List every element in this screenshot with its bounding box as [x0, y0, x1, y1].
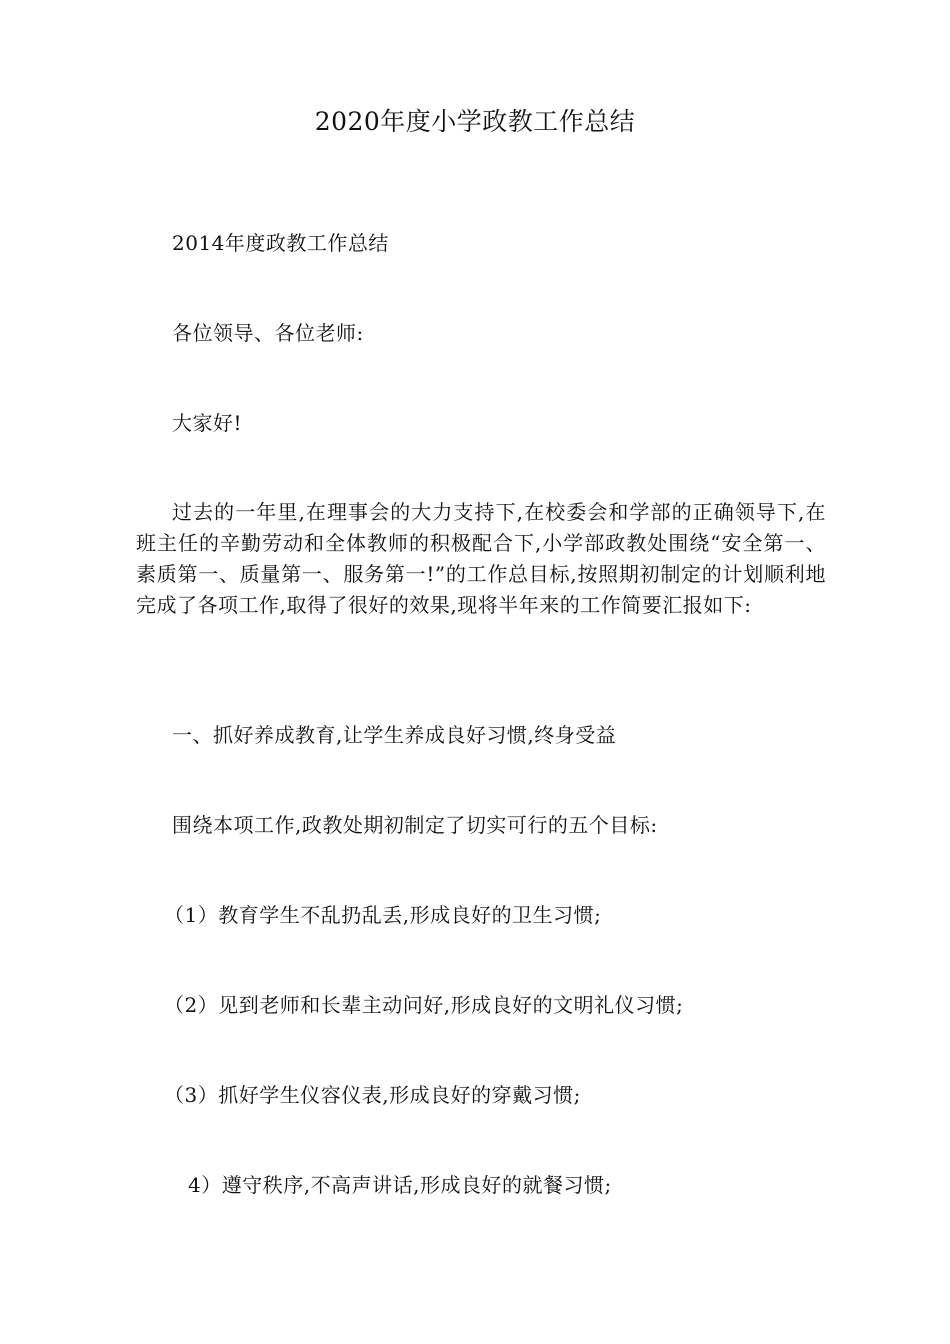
goal-item-3: （3）抓好学生仪容仪表,形成良好的穿戴习惯;	[164, 1083, 581, 1107]
goal-item-2: （2）见到老师和长辈主动问好,形成良好的文明礼仪习惯;	[164, 993, 684, 1017]
document-title: 2020年度小学政教工作总结	[314, 107, 636, 136]
goal-item-1: （1）教育学生不乱扔乱丢,形成良好的卫生习惯;	[164, 903, 602, 927]
subtitle-line: 2014年度政教工作总结	[172, 231, 389, 255]
section-heading-1: 一、抓好养成教育,让学生养成良好习惯,终身受益	[172, 723, 617, 747]
section-intro-1: 围绕本项工作,政教处期初制定了切实可行的五个目标:	[172, 813, 658, 837]
salutation-line: 各位领导、各位老师:	[172, 321, 364, 345]
goal-item-4: 4）遵守秩序,不高声讲话,形成良好的就餐习惯;	[188, 1173, 612, 1197]
greeting-line: 大家好!	[172, 411, 243, 435]
intro-paragraph: 过去的一年里,在理事会的大力支持下,在校委会和学部的正确领导下,在班主任的辛勤劳动和全体教师的积极配合下,小学部政教处围绕“安全第一、素质第一、质量第一、服务第一!”的工作总目标,按照期初制定的计划顺利地完成了各项工作,取得了很好的效果,现将半年来的工作简要汇报如下:	[136, 500, 826, 617]
